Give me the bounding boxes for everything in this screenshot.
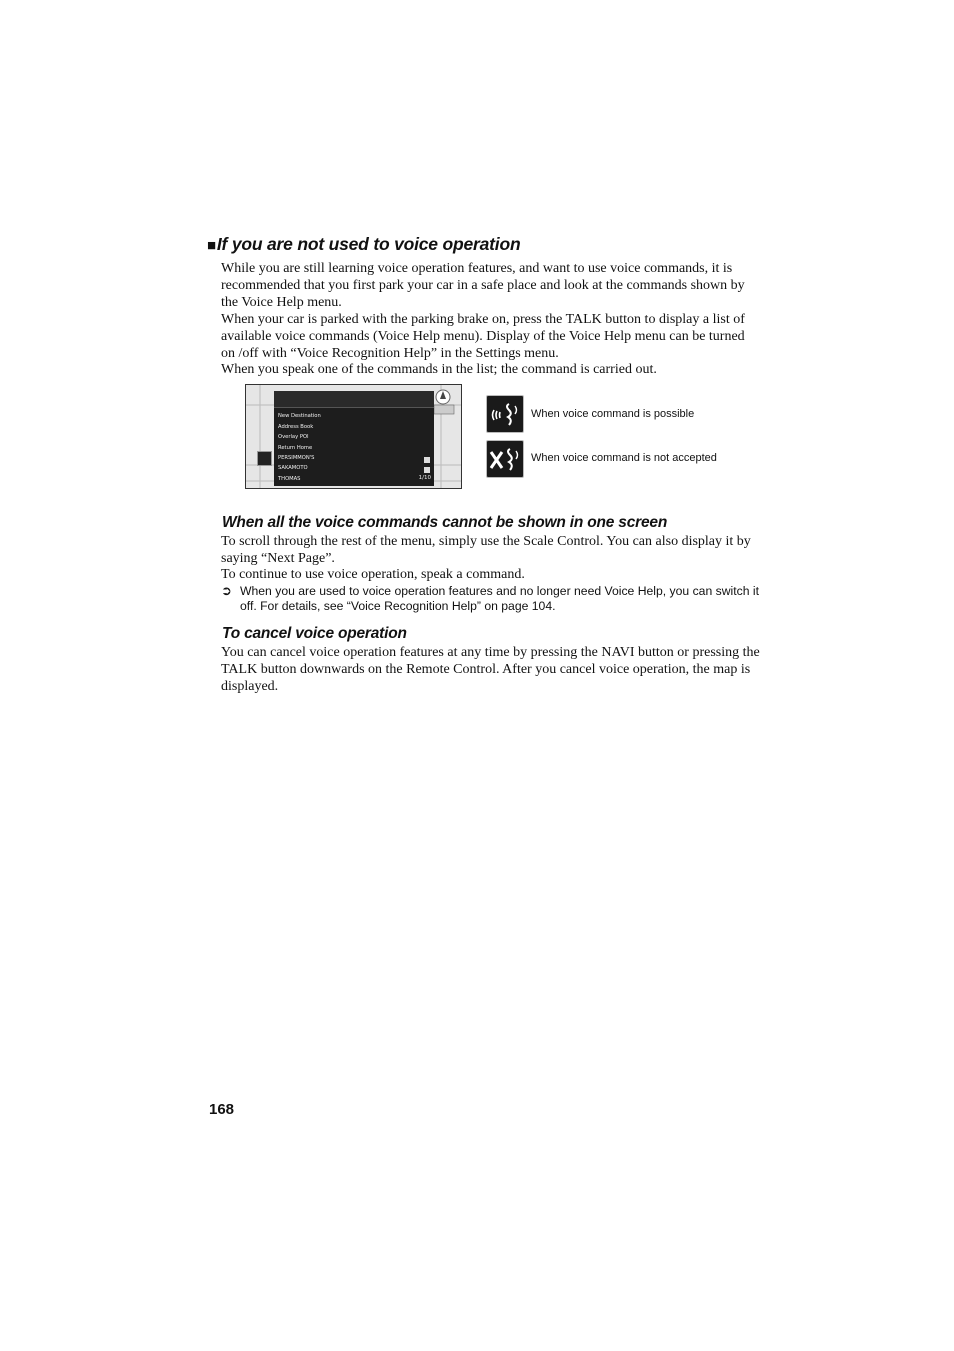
menu-item: Address Book xyxy=(278,424,314,430)
voice-status-icon xyxy=(257,451,272,466)
voice-possible-icon xyxy=(486,395,524,433)
menu-title-bar xyxy=(274,391,434,408)
cancel-paragraph: You can cancel voice operation features at any time by pressing the NAVI button or pressing the TALK button downwards on the Remote Control. After you cancel voice operation, the map is displayed. xyxy=(221,645,760,694)
intro-paragraph-3: When you speak one of the commands in the list; the command is carried out. xyxy=(221,362,657,377)
subsection-heading-scroll: When all the voice commands cannot be shown in one screen xyxy=(222,514,668,531)
section-heading xyxy=(207,233,520,257)
scroll-paragraph-1: To scroll through the rest of the menu, simply use the Scale Control. You can also display it by saying “Next Page”. xyxy=(221,534,751,566)
scroll-down-icon xyxy=(424,467,430,473)
voice-not-accepted-icon xyxy=(486,440,524,478)
menu-item: New Destination xyxy=(278,413,321,419)
menu-item: Overlay POI xyxy=(278,434,309,440)
voice-help-screen-illustration xyxy=(245,384,462,489)
intro-paragraph-1: While you are still learning voice operation features, and want to use voice commands, it is recommended that you first park your car in a safe place and look at the commands shown by the Voice Help menu. xyxy=(221,261,745,310)
subsection-heading-cancel: To cancel voice operation xyxy=(222,625,407,642)
voice-not-accepted-caption: When voice command is not accepted xyxy=(531,452,717,464)
page-number: 168 xyxy=(209,1101,235,1118)
voice-possible-caption: When voice command is possible xyxy=(531,408,695,420)
section-title: If you are not used to voice operation xyxy=(216,234,521,254)
menu-item: THOMAS xyxy=(278,476,301,482)
voice-help-note xyxy=(221,584,761,613)
voice-help-menu xyxy=(274,391,434,486)
note-arrow-icon: ➲ xyxy=(221,583,232,598)
scroll-paragraph-2: To continue to use voice operation, speak a command. xyxy=(221,567,525,582)
menu-item: PERSIMMON'S xyxy=(278,455,315,461)
note-text: When you are used to voice operation features and no longer need Voice Help, you can switch it off. For details, see “Voice Recognition Help” on page 104. xyxy=(240,584,759,613)
intro-paragraph-2: When your car is parked with the parking brake on, press the TALK button to display a list of available voice commands (Voice Help menu). Display of the Voice Help menu can be turned on /off with “Voice Recognition Help” in the Settings menu. xyxy=(221,312,745,361)
menu-item: SAKAMOTO xyxy=(278,465,308,471)
menu-item: Return Home xyxy=(278,445,313,451)
scroll-up-icon xyxy=(424,457,430,463)
heading-marker: ■ xyxy=(207,237,216,254)
page-indicator: 1/10 xyxy=(418,475,431,481)
